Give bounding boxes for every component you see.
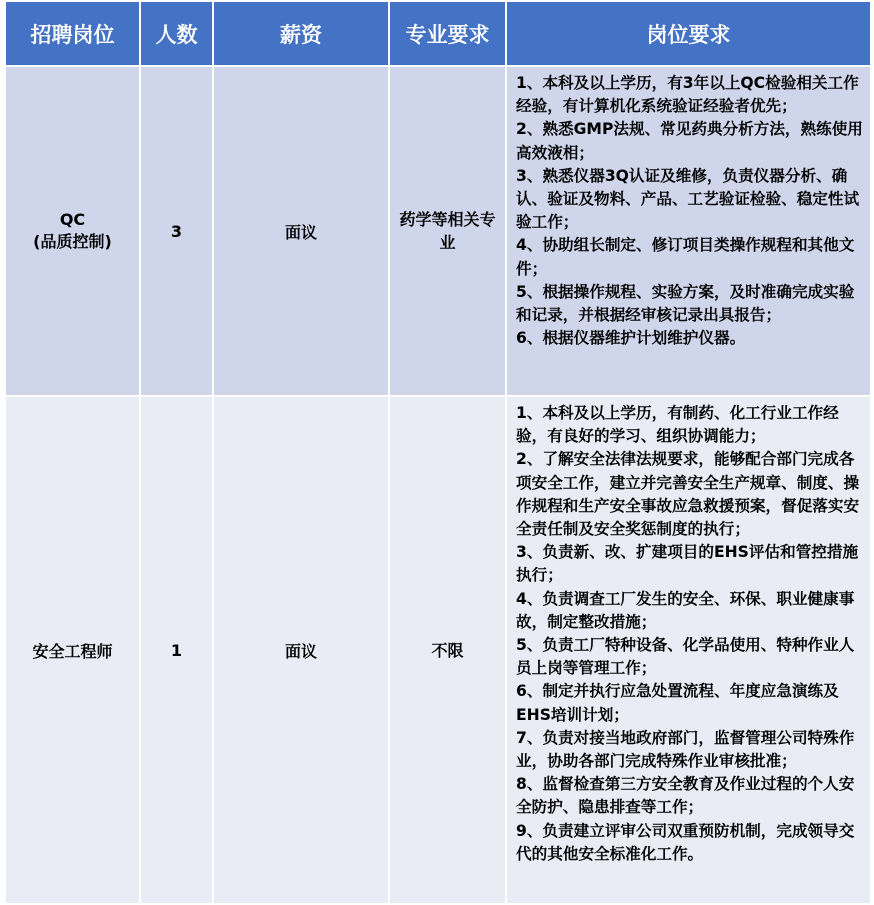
position-title: QC (59, 210, 86, 229)
requirement-item: 4、负责调查工厂发生的安全、环保、职业健康事故，制定整改措施； (516, 589, 855, 631)
header-row (5, 1, 871, 66)
requirement-item: 2、熟悉GMP法规、常见药典分析方法，熟练使用高效液相； (516, 120, 863, 162)
table-row (5, 396, 871, 904)
position-title: 安全工程师 (32, 641, 113, 661)
salary-cell: 面议 (213, 66, 389, 396)
requirement-item: 8、监督检查第三方安全教育及作业过程的个人安全防护、隐患排查等工作； (516, 775, 855, 817)
requirement-item: 6、根据仪器维护计划维护仪器。 (516, 329, 746, 348)
header-salary: 薪资 (213, 1, 389, 66)
header-position: 招聘岗位 (5, 1, 140, 66)
requirement-item: 6、制定并执行应急处置流程、年度应急演练及EHS培训计划； (516, 682, 839, 724)
requirement-item: 9、负责建立评审公司双重预防机制，完成领导交代的其他安全标准化工作。 (516, 821, 855, 863)
major-cell (389, 66, 506, 396)
table-row (5, 66, 871, 396)
table-body (5, 66, 871, 904)
header-count: 人数 (140, 1, 213, 66)
count-cell: 1 (140, 396, 213, 904)
requirement-item: 1、本科及以上学历，有制药、化工行业工作经验，有良好的学习、组织协调能力； (516, 404, 839, 446)
requirements-cell (506, 66, 871, 396)
major-text: 药学等相关专业 (399, 210, 496, 252)
requirement-item: 2、了解安全法律法规要求，能够配合部门完成各项安全工作，建立并完善安全生产规章、制度、操作规程和生产安全事故应急救援预案，督促落实安全责任制及安全奖惩制度的执行； (516, 450, 860, 539)
recruitment-table (4, 0, 872, 905)
requirement-item: 7、负责对接当地政府部门，监督管理公司特殊作业，协助各部门完成特殊作业审核批准； (516, 728, 855, 771)
requirement-item: 5、负责工厂特种设备、化学品使用、特种作业人员上岗等管理工作； (516, 636, 855, 678)
table-header (5, 1, 871, 66)
position-cell (5, 396, 140, 904)
major-text: 不限 (431, 640, 464, 660)
header-requirements: 岗位要求 (506, 1, 871, 66)
requirements-cell (506, 396, 871, 904)
requirement-item: 1、本科及以上学历，有3年以上QC检验相关工作经验，有计算机化系统验证经验者优先； (516, 74, 859, 116)
count-cell: 3 (140, 66, 213, 396)
header-major: 专业要求 (389, 1, 506, 66)
major-cell (389, 396, 506, 904)
requirement-item: 3、熟悉仪器3Q认证及维修，负责仪器分析、确认、验证及物料、产品、工艺验证检验、稳定性试验工作； (516, 166, 860, 232)
requirement-item: 3、负责新、改、扩建项目的EHS评估和管控措施执行； (516, 543, 859, 585)
requirement-item: 4、协助组长制定、修订项目类操作规程和其他文件； (516, 236, 855, 278)
requirement-item: 5、根据操作规程、实验方案，及时准确完成实验和记录，并根据经审核记录出具报告； (516, 282, 855, 325)
salary-cell: 面议 (213, 396, 389, 904)
position-cell (5, 66, 140, 396)
position-subtitle: (品质控制) (33, 232, 112, 251)
